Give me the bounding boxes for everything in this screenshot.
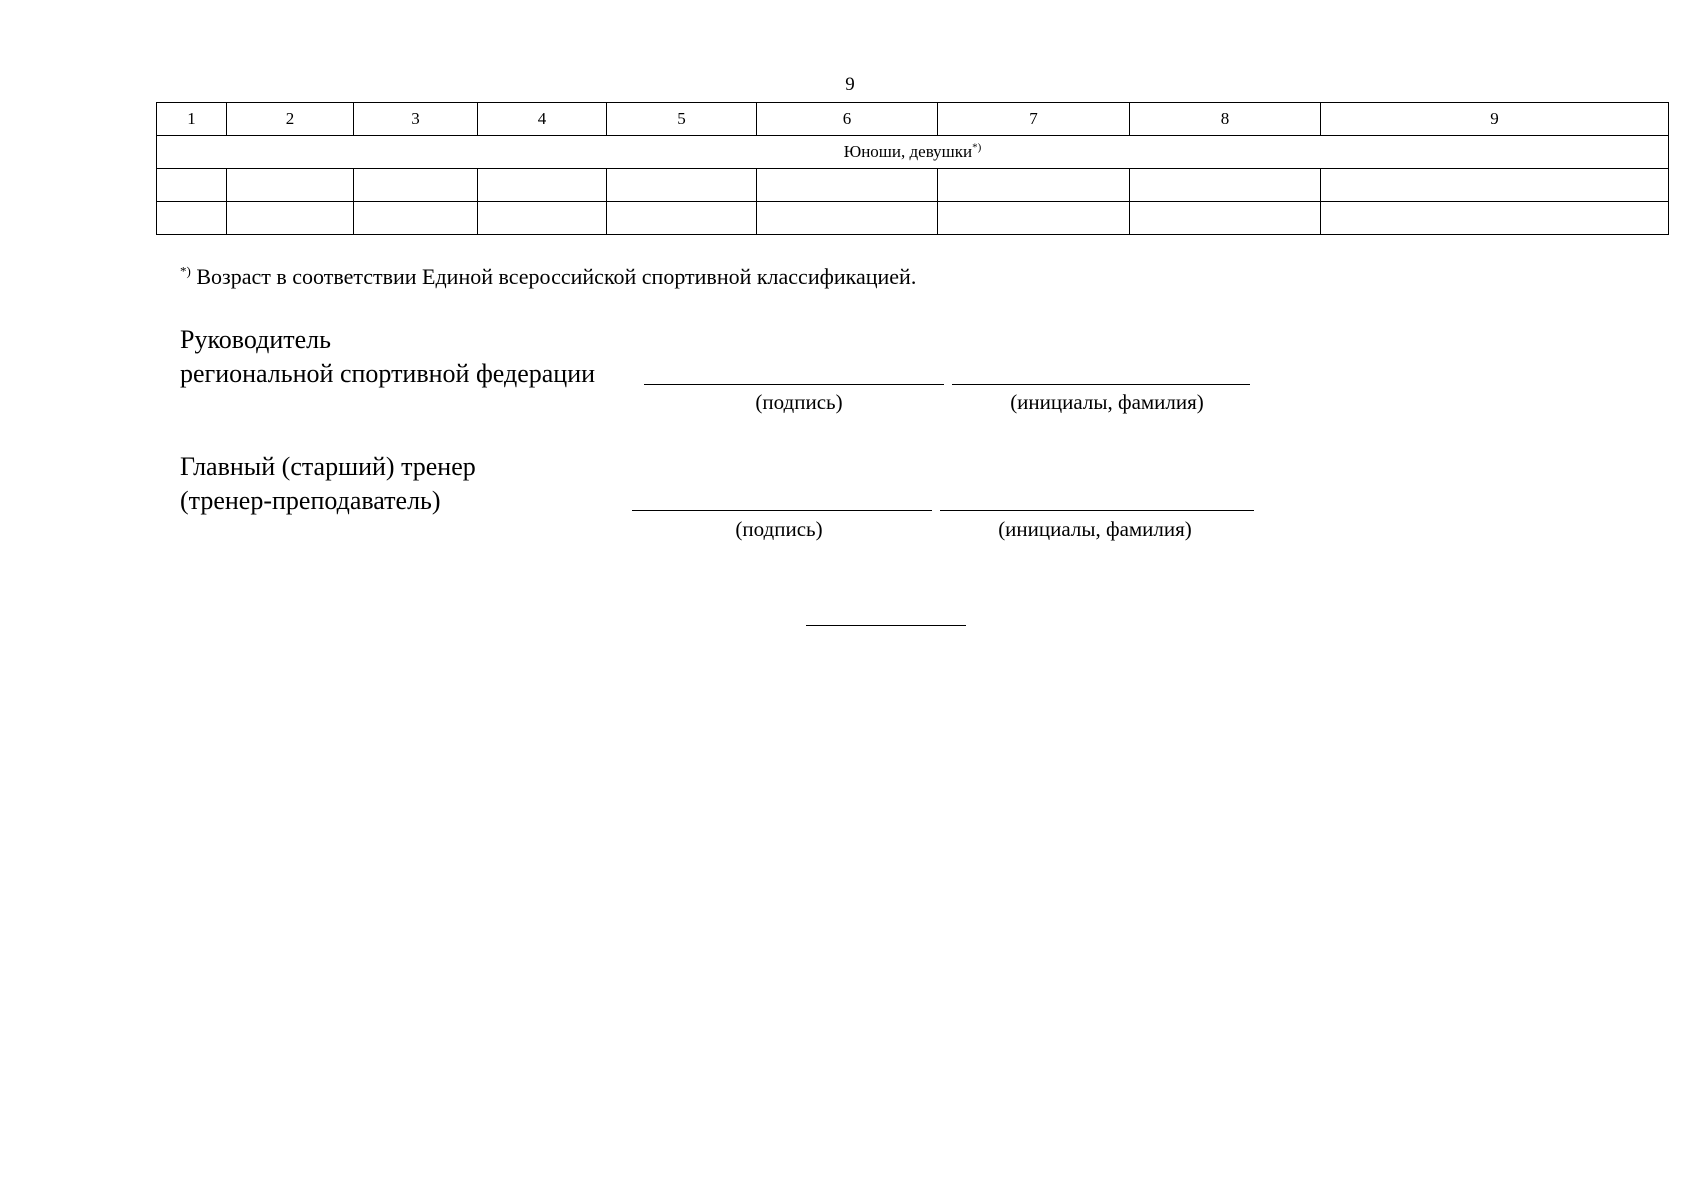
table-cell[interactable]: [354, 202, 478, 235]
footnote-mark: *): [180, 263, 191, 279]
table-cell[interactable]: [1321, 169, 1669, 202]
signature-title-line: (тренер-преподаватель): [180, 486, 441, 515]
column-number: 4: [478, 103, 607, 136]
signature-line[interactable]: [644, 384, 944, 385]
column-number: 3: [354, 103, 478, 136]
table-cell[interactable]: [757, 202, 938, 235]
signature-title-federation-head: [180, 323, 595, 391]
table-cell[interactable]: [1130, 202, 1321, 235]
section-cell: [157, 136, 1669, 169]
signature-line[interactable]: [632, 510, 932, 511]
signature-caption: (подпись): [755, 390, 843, 414]
column-number: 7: [938, 103, 1130, 136]
column-number: 2: [227, 103, 354, 136]
column-number: 5: [607, 103, 757, 136]
column-number: 8: [1130, 103, 1321, 136]
signature-title-line: Руководитель: [180, 325, 331, 354]
name-line[interactable]: [940, 510, 1254, 511]
table-row: [157, 202, 1669, 235]
table-cell[interactable]: [938, 202, 1130, 235]
table-cell[interactable]: [157, 169, 227, 202]
name-caption: (инициалы, фамилия): [998, 517, 1192, 541]
table-cell[interactable]: [757, 169, 938, 202]
footnote: [180, 264, 916, 290]
table-cell[interactable]: [478, 169, 607, 202]
table-cell[interactable]: [1130, 169, 1321, 202]
table-cell[interactable]: [227, 169, 354, 202]
section-note-mark: *): [972, 141, 982, 154]
column-number: 9: [1321, 103, 1669, 136]
page-number: 9: [845, 74, 855, 95]
signature-title-line: региональной спортивной федерации: [180, 359, 596, 388]
end-divider: [806, 625, 966, 626]
section-row: [157, 136, 1669, 169]
column-number: 6: [757, 103, 938, 136]
name-caption: (инициалы, фамилия): [1010, 390, 1204, 414]
table-row: [157, 169, 1669, 202]
form-table: [156, 102, 1669, 235]
table-cell[interactable]: [607, 202, 757, 235]
table-cell[interactable]: [157, 202, 227, 235]
name-line[interactable]: [952, 384, 1250, 385]
column-number: 1: [157, 103, 227, 136]
signature-title-head-coach: [180, 450, 476, 518]
section-label: Юноши, девушки: [843, 142, 973, 161]
table-cell[interactable]: [478, 202, 607, 235]
table-cell[interactable]: [227, 202, 354, 235]
table-cell[interactable]: [938, 169, 1130, 202]
column-number-row: [157, 103, 1669, 136]
table-cell[interactable]: [607, 169, 757, 202]
table-cell[interactable]: [354, 169, 478, 202]
signature-caption: (подпись): [735, 517, 823, 541]
table-cell[interactable]: [1321, 202, 1669, 235]
signature-title-line: Главный (старший) тренер: [180, 452, 476, 481]
footnote-text: Возраст в соответствии Единой всероссийской спортивной классификацией.: [190, 264, 917, 289]
